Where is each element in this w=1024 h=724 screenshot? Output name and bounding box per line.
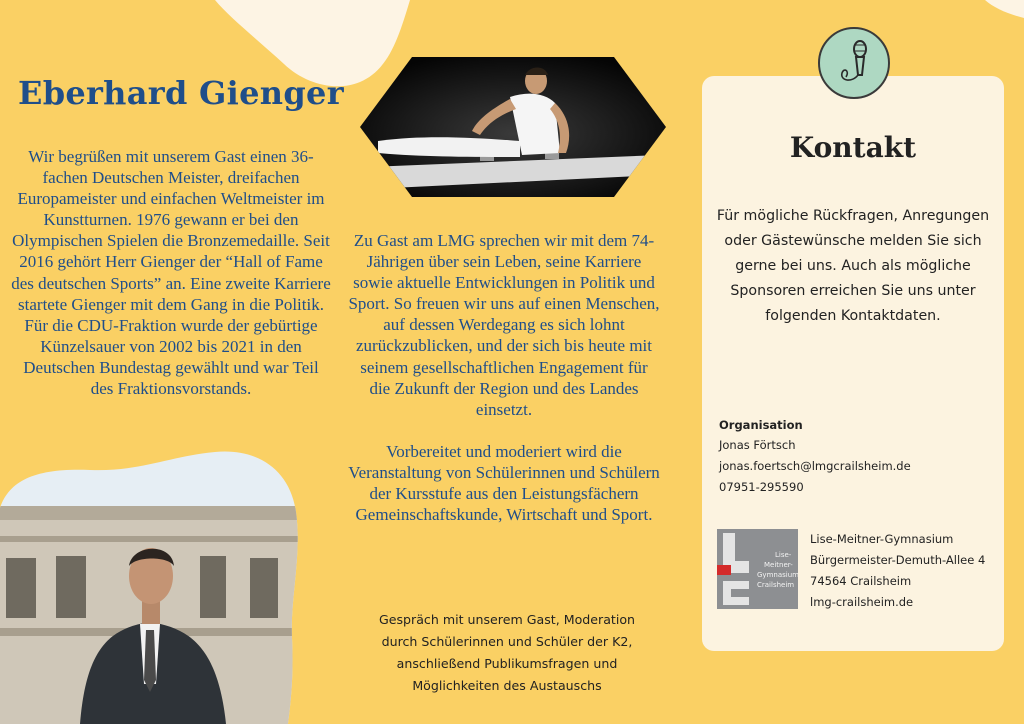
organisation-label: Organisation (719, 418, 803, 432)
school-logo (717, 529, 798, 609)
page-title: Eberhard Gienger (18, 74, 344, 112)
guest-portrait-photo (0, 448, 300, 724)
microphone-icon (818, 27, 890, 99)
logo-text-4: Crailsheim (757, 581, 795, 589)
event-paragraph-1: Zu Gast am LMG sprechen wir mit dem 74-Jährigen über sein Leben, seine Karriere sowie aktuelle Entwicklungen in Politik und Sport. So freuen wir uns auf einen Menschen, auf dessen Werdegang es sich lohnt zurückzublicken, und der sich bis heute mit seinem gesellschaftlichen Engagement für die Zukunft der Region und des Landes einsetzt. (348, 231, 660, 419)
contact-name: Jonas Förtsch (719, 438, 796, 452)
event-paragraph-2: Vorbereitet und moderiert wird die Veranstaltung von Schülerinnen und Schülern der Kursstufe aus den Leistungsfächern Gemeinschaftskunde, Wirtschaft und Sport. (348, 441, 660, 525)
logo-text-3: Gymnasium (757, 571, 798, 579)
contact-phone[interactable]: 07951-295590 (719, 480, 804, 494)
logo-text-1: Lise- (775, 551, 792, 559)
program-note: Gespräch mit unserem Gast, Moderation durch Schülerinnen und Schüler der K2, anschließend Publikumsfragen und Möglichkeiten des Austauschs (378, 612, 636, 693)
logo-text-2: Meitner- (764, 561, 793, 569)
school-website[interactable]: lmg-crailsheim.de (810, 595, 914, 609)
school-city: 74564 Crailsheim (810, 574, 912, 588)
school-street: Bürgermeister-Demuth-Allee 4 (810, 553, 986, 567)
bio-text: Wir begrüßen mit unserem Gast einen 36-fachen Deutschen Meister, dreifachen Europameister und einfachen Weltmeister im Kunstturnen. 1976 gewann er bei den Olympischen Spielen die Bronzemedaille. Seit 2016 gehört Herr Gienger der “Hall of Fame des deutschen Sports” an. Eine zweite Karriere startete Gienger mit dem Gang in die Politik. Für die CDU-Fraktion wurde der gebürtige Künzelsauer von 2002 bis 2021 in den Deutschen Bundestag gewählt und war Teil des Fraktionsvorstands. (11, 147, 331, 399)
event-description (348, 230, 660, 525)
contact-text: Für mögliche Rückfragen, Anregungen oder Gästewünsche melden Sie sich gerne bei uns. Auch als mögliche Sponsoren erreichen Sie uns unter folgenden Kontaktdaten. (716, 208, 990, 324)
gymnast-photo (360, 57, 666, 197)
school-name: Lise-Meitner-Gymnasium (810, 532, 954, 546)
contact-email[interactable]: jonas.foertsch@lmgcrailsheim.de (719, 459, 911, 473)
contact-title: Kontakt (789, 131, 917, 164)
